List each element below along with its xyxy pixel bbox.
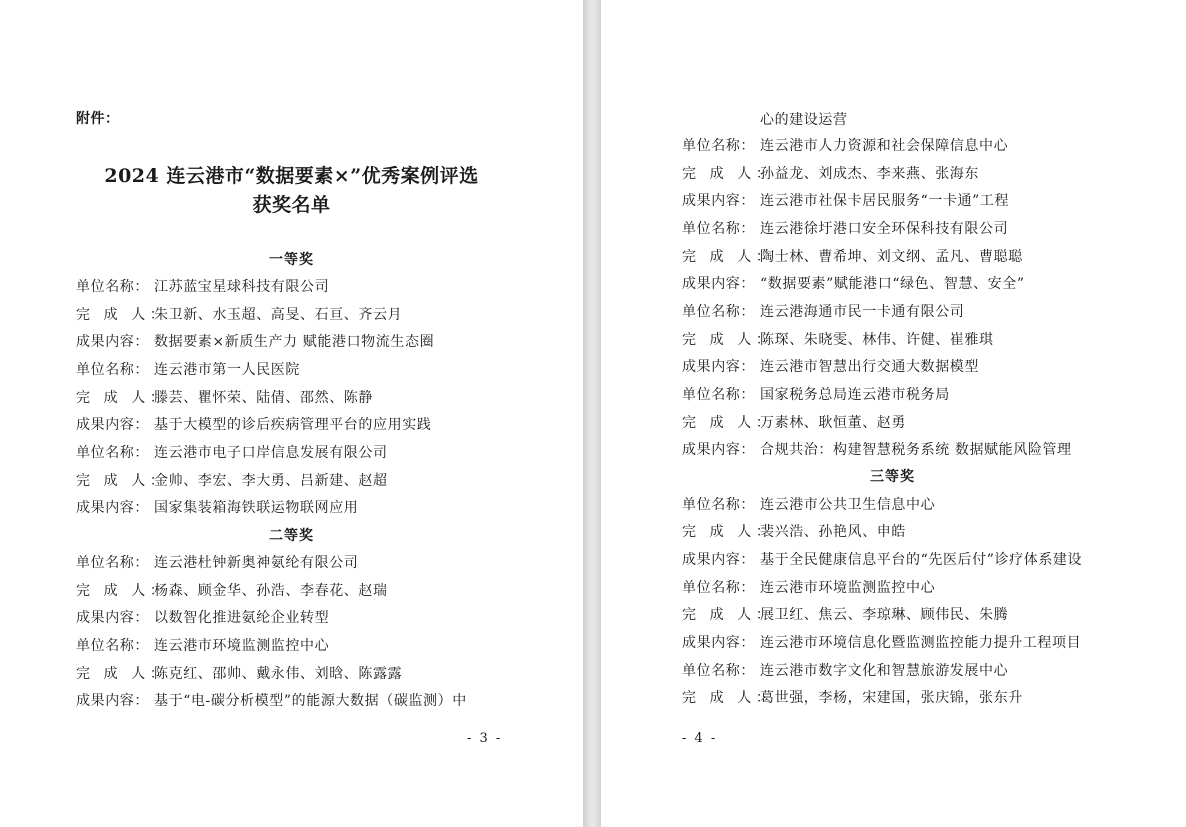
entry-row <box>682 605 1008 625</box>
entry-label: 单位名称： <box>682 304 755 320</box>
entry-value: 陈克红、邵帅、戴永伟、刘晗、陈露露 <box>154 666 403 682</box>
entry-row <box>682 522 906 542</box>
entry-value: 连云港海通市民一卡通有限公司 <box>760 304 965 320</box>
entry-row <box>76 553 358 573</box>
entry-label: 单位名称： <box>76 445 149 461</box>
entry-label: 单位名称： <box>76 279 149 295</box>
entry-label: 完 成 人： <box>682 332 775 348</box>
entry-label: 成果内容： <box>682 635 755 651</box>
page-gutter <box>583 0 601 827</box>
entry-label: 完 成 人： <box>682 524 775 540</box>
entry-row <box>76 443 388 463</box>
entry-row <box>682 357 979 377</box>
entry-row <box>682 633 1081 653</box>
entry-value: 金帅、李宏、李大勇、吕新建、赵超 <box>154 473 388 489</box>
entry-row <box>682 578 935 598</box>
entry-value: 陶士林、曹希坤、刘文纲、孟凡、曹聪聪 <box>760 249 1023 265</box>
entry-value: 朱卫新、水玉超、高旻、石亘、齐云月 <box>154 307 403 323</box>
document-page-4 <box>601 0 1186 827</box>
entry-row <box>76 388 373 408</box>
entry-value: 展卫红、焦云、李琼琳、顾伟民、朱腾 <box>760 607 1009 623</box>
entry-value: 孙益龙、刘成杰、李来燕、张海东 <box>760 166 979 182</box>
entry-label: 单位名称： <box>76 638 149 654</box>
document-subtitle: 获奖名单 <box>252 194 331 216</box>
entry-value: 连云港市公共卫生信息中心 <box>760 497 936 513</box>
entry-value: 数据要素×新质生产力 赋能港口物流生态圈 <box>154 334 435 350</box>
entry-value: 连云港市环境信息化暨监测监控能力提升工程项目 <box>760 635 1082 651</box>
entry-value: 杨森、顾金华、孙浩、李春花、赵瑞 <box>154 583 388 599</box>
entry-row <box>76 664 402 684</box>
entry-row <box>682 136 1008 156</box>
entry-row <box>682 247 1023 267</box>
entry-label: 成果内容： <box>76 610 149 626</box>
attachment-label: 附件： <box>76 111 120 127</box>
entry-value: 连云港市电子口岸信息发展有限公司 <box>154 445 388 461</box>
page-number: - 4 - <box>682 731 718 746</box>
entry-label: 完 成 人： <box>682 166 775 182</box>
entry-label: 单位名称： <box>76 555 149 571</box>
entry-row <box>76 277 329 297</box>
entry-row <box>682 330 994 350</box>
document-page-3 <box>0 0 583 827</box>
entry-row <box>76 608 329 628</box>
entry-label: 成果内容： <box>682 359 755 375</box>
entry-label: 单位名称： <box>682 221 755 237</box>
entry-value: “数据要素”赋能港口“绿色、智慧、安全” <box>760 276 1025 292</box>
entry-label: 完 成 人： <box>76 666 169 682</box>
entry-label: 完 成 人： <box>76 390 169 406</box>
entry-value: 国家集装箱海铁联运物联网应用 <box>154 500 359 516</box>
entry-label: 完 成 人： <box>76 583 169 599</box>
page-number: - 3 - <box>467 731 503 746</box>
entry-row <box>682 688 1023 708</box>
entry-label: 成果内容： <box>682 193 755 209</box>
entry-label: 成果内容： <box>76 334 149 350</box>
entry-value: 裴兴浩、孙艳风、申皓 <box>760 524 906 540</box>
entry-value: 万素林、耿恒董、赵勇 <box>760 415 906 431</box>
entry-row <box>682 440 1072 460</box>
entry-row <box>76 415 431 435</box>
entry-label: 单位名称： <box>682 387 755 403</box>
entry-row <box>682 191 1009 211</box>
entry-label: 完 成 人： <box>76 307 169 323</box>
section-heading-third-prize: 三等奖 <box>870 469 915 485</box>
entry-value: 连云港市环境监测监控中心 <box>760 580 936 596</box>
entry-label: 单位名称： <box>682 138 755 154</box>
entry-continuation: 心的建设运营 <box>760 112 848 128</box>
entry-value: 基于大模型的诊后疾病管理平台的应用实践 <box>154 417 432 433</box>
entry-row <box>682 413 906 433</box>
entry-row <box>682 274 1025 294</box>
entry-row <box>682 495 935 515</box>
entry-label: 成果内容： <box>76 693 149 709</box>
entry-value: 陈琛、朱晓雯、林伟、许健、崔雅琪 <box>760 332 994 348</box>
entry-row <box>76 636 329 656</box>
entry-label: 成果内容： <box>682 442 755 458</box>
section-heading-second-prize: 二等奖 <box>269 528 314 544</box>
entry-row <box>76 471 388 491</box>
entry-row <box>76 332 434 352</box>
entry-value: 江苏蓝宝星球科技有限公司 <box>154 279 330 295</box>
entry-label: 完 成 人： <box>682 415 775 431</box>
entry-row <box>76 360 300 380</box>
entry-value: 滕芸、瞿怀荣、陆倩、邵然、陈静 <box>154 390 373 406</box>
entry-row <box>76 691 467 711</box>
entry-value: 连云港徐圩港口安全环保科技有限公司 <box>760 221 1009 237</box>
entry-value: 连云港市人力资源和社会保障信息中心 <box>760 138 1009 154</box>
entry-value: 连云港杜钟新奥神氨纶有限公司 <box>154 555 359 571</box>
entry-value: 连云港市智慧出行交通大数据模型 <box>760 359 979 375</box>
entry-label: 单位名称： <box>682 497 755 513</box>
entry-value: 合规共治：构建智慧税务系统 数据赋能风险管理 <box>760 442 1072 458</box>
entry-label: 单位名称： <box>682 580 755 596</box>
document-title: 2024 连云港市“数据要素×”优秀案例评选 <box>104 165 479 187</box>
entry-row <box>682 164 979 184</box>
entry-row <box>682 550 1082 570</box>
entry-label: 成果内容： <box>682 552 755 568</box>
entry-value: 葛世强，李杨，宋建国，张庆锦，张东升 <box>760 690 1023 706</box>
entry-value: 连云港市第一人民医院 <box>154 362 300 378</box>
entry-value: 国家税务总局连云港市税务局 <box>760 387 950 403</box>
entry-row <box>76 498 358 518</box>
entry-label: 单位名称： <box>682 663 755 679</box>
entry-value: 连云港市社保卡居民服务“一卡通”工程 <box>760 193 1010 209</box>
entry-label: 单位名称： <box>76 362 149 378</box>
entry-value: 基于全民健康信息平台的“先医后付”诊疗体系建设 <box>760 552 1083 568</box>
entry-row <box>682 385 950 405</box>
entry-label: 完 成 人： <box>76 473 169 489</box>
entry-value: 连云港市数字文化和智慧旅游发展中心 <box>760 663 1009 679</box>
entry-value: 基于“电-碳分析模型”的能源大数据（碳监测）中 <box>154 693 467 709</box>
entry-label: 成果内容： <box>682 276 755 292</box>
entry-row <box>682 219 1008 239</box>
entry-row <box>76 581 388 601</box>
entry-value: 连云港市环境监测监控中心 <box>154 638 330 654</box>
entry-row <box>76 305 402 325</box>
entry-label: 完 成 人： <box>682 607 775 623</box>
entry-label: 成果内容： <box>76 417 149 433</box>
entry-label: 完 成 人： <box>682 249 775 265</box>
section-heading-first-prize: 一等奖 <box>269 252 314 268</box>
entry-row <box>682 302 964 322</box>
entry-label: 完 成 人： <box>682 690 775 706</box>
entry-label: 成果内容： <box>76 500 149 516</box>
entry-value: 以数智化推进氨纶企业转型 <box>154 610 330 626</box>
entry-row <box>682 661 1008 681</box>
